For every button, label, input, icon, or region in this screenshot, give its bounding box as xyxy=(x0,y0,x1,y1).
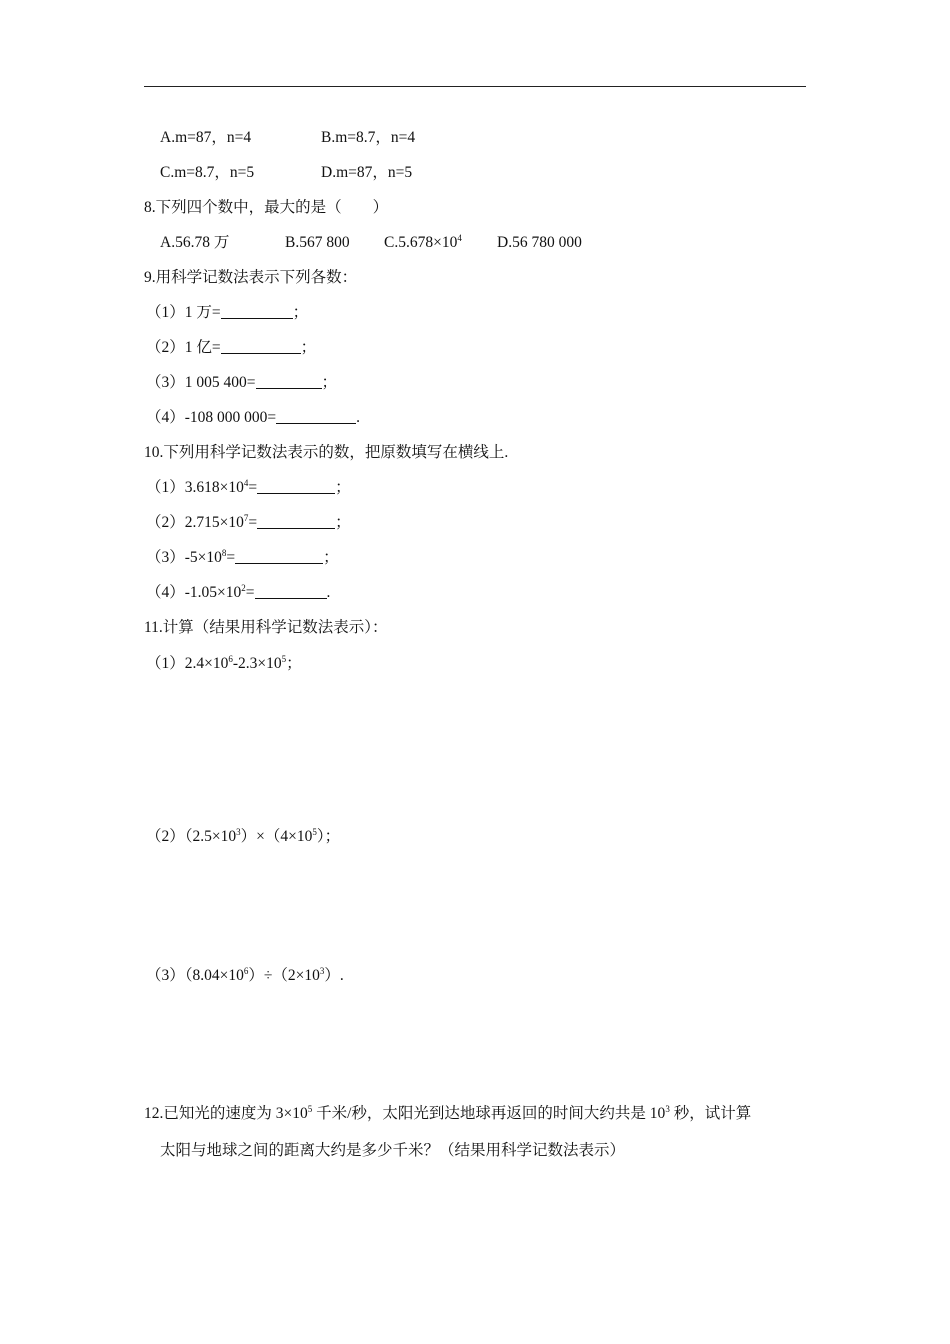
q8-option-d: D.56 780 000 xyxy=(497,234,582,251)
q9-item-3: （3）1 005 400= ； xyxy=(146,374,338,391)
q11-stem: 11.计算（结果用科学记数法表示）： xyxy=(144,619,388,636)
answer-blank[interactable] xyxy=(255,584,327,599)
q9-item-2: （2）1 亿= ； xyxy=(146,339,317,356)
answer-blank[interactable] xyxy=(221,339,301,354)
q12-line-2: 太阳与地球之间的距离大约是多少千米？（结果用科学记数法表示） xyxy=(160,1142,626,1159)
q12-line-1: 12.已知光的速度为 $3\times 10^5$ 千米/秒，太阳光到达地球再返回的时间大约共是 $10^3$ 秒，试计算 xyxy=(144,1104,752,1122)
answer-blank[interactable] xyxy=(235,549,323,564)
q10-item-3: $(3)-5\times 10^8=$ ； xyxy=(146,548,339,566)
q11-part-1: $(1)2.4\times 10^6-2.3\times 10^5$； xyxy=(146,654,302,672)
header-rule xyxy=(144,86,806,87)
answer-blank[interactable] xyxy=(257,514,335,529)
q10-item-2: $(2)2.715\times 10^7=$ ； xyxy=(146,513,351,531)
answer-blank[interactable] xyxy=(257,479,335,494)
q8-option-c: $C.5.678\times 10^4$ xyxy=(384,233,462,251)
q10-item-4: $(4)-1.05\times 10^2=$ . xyxy=(146,583,331,601)
q8-option-a: A.56.78 万 xyxy=(160,234,230,251)
q11-part-2: $(2)(2.5\times 10^3)\times(4\times 10^5)$； xyxy=(146,827,341,845)
answer-blank[interactable] xyxy=(256,374,322,389)
q7-option-b: B.m=8.7，n=4 xyxy=(321,129,416,146)
q11-part-3: $(3)(8.04\times 10^6)\div(2\times 10^3)$. xyxy=(146,966,344,984)
q7-option-d: D.m=87，n=5 xyxy=(321,164,413,181)
q10-stem: 10.下列用科学记数法表示的数，把原数填写在横线上. xyxy=(144,444,509,461)
q9-stem: 9.用科学记数法表示下列各数： xyxy=(144,269,358,286)
q9-item-4: （4）-108 000 000= . xyxy=(146,409,361,426)
q7-option-c: C.m=8.7，n=5 xyxy=(160,164,255,181)
q8-stem: 8.下列四个数中，最大的是（ ） xyxy=(144,199,389,216)
q8-option-b: B.567 800 xyxy=(285,234,350,251)
q7-option-a: A.m=87，n=4 xyxy=(160,129,252,146)
answer-blank[interactable] xyxy=(276,409,356,424)
q9-item-1: （1）1 万= ； xyxy=(146,304,309,321)
answer-blank[interactable] xyxy=(221,304,293,319)
q10-item-1: $(1)3.618\times 10^4=$ ； xyxy=(146,478,351,496)
